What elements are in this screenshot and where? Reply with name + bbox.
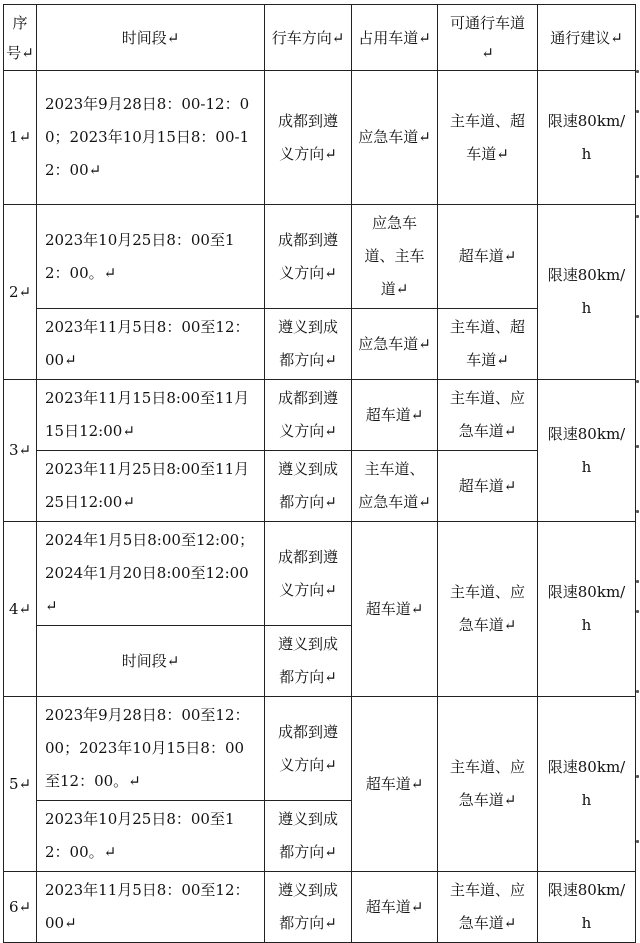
margin-mark	[636, 315, 639, 318]
table-row	[4, 380, 636, 451]
passable-cell: 超车道↵	[438, 451, 538, 522]
advice-cell: 限速80km/h	[538, 380, 636, 522]
time-cell: 2023年10月25日8：00至12：00。↵	[37, 205, 265, 309]
occupied-cell: 超车道↵	[352, 522, 438, 697]
direction-cell: 遵义到成都方向↵	[265, 451, 352, 522]
margin-mark	[636, 215, 639, 218]
header-occupied: 占用车道↵	[352, 5, 438, 71]
header-time: 时间段↵	[37, 5, 265, 71]
direction-cell: 遵义到成都方向↵	[265, 872, 352, 943]
direction-cell: 成都到遵义方向↵	[265, 71, 352, 205]
direction-cell: 成都到遵义方向↵	[265, 380, 352, 451]
occupied-cell: 超车道↵	[352, 697, 438, 872]
passable-cell: 超车道↵	[438, 205, 538, 309]
occupied-cell: 超车道↵	[352, 872, 438, 943]
direction-cell: 成都到遵义方向↵	[265, 697, 352, 801]
row-num: 2↵	[4, 205, 37, 380]
margin-mark	[636, 690, 639, 693]
row-num: 6↵	[4, 872, 37, 943]
passable-cell: 主车道、应急车道↵	[438, 522, 538, 697]
margin-mark	[636, 380, 639, 383]
time-cell: 2023年9月28日8：00至12：00；2023年10月15日8：00至12：00。↵	[37, 697, 265, 801]
advice-cell: 限速80km/h	[538, 522, 636, 697]
time-cell: 2023年11月25日8:00至11月25日12:00↵	[37, 451, 265, 522]
margin-mark	[636, 610, 639, 613]
time-cell: 2023年11月15日8:00至11月15日12:00↵	[37, 380, 265, 451]
margin-mark	[636, 445, 639, 448]
header-passable: 可通行车道↵	[438, 5, 538, 71]
direction-cell: 遵义到成都方向↵	[265, 801, 352, 872]
row-num: 3↵	[4, 380, 37, 522]
passable-cell: 主车道、应急车道↵	[438, 380, 538, 451]
occupied-cell: 应急车道↵	[352, 71, 438, 205]
table-row	[4, 522, 636, 626]
passable-cell: 主车道、超车道↵	[438, 71, 538, 205]
table-row	[4, 71, 636, 205]
direction-cell: 成都到遵义方向↵	[265, 522, 352, 626]
table-row	[4, 205, 636, 309]
margin-mark	[636, 110, 639, 113]
direction-cell: 遵义到成都方向↵	[265, 309, 352, 380]
advice-cell: 限速80km/h	[538, 872, 636, 943]
occupied-cell: 应急车道↵	[352, 309, 438, 380]
row-num: 1↵	[4, 71, 37, 205]
advice-cell: 限速80km/h	[538, 71, 636, 205]
time-cell: 2023年10月25日8：00至12：00。↵	[37, 801, 265, 872]
header-advice: 通行建议↵	[538, 5, 636, 71]
row-num: 5↵	[4, 697, 37, 872]
header-direction: 行车方向↵	[265, 5, 352, 71]
margin-mark	[636, 580, 639, 583]
header-num: 序号↵	[4, 5, 37, 71]
time-cell: 2023年9月28日8：00-12：00；2023年10月15日8：00-12：00↵	[37, 71, 265, 205]
time-cell: 时间段↵	[37, 626, 265, 697]
occupied-cell: 主车道、应急车道↵	[352, 451, 438, 522]
direction-cell: 成都到遵义方向↵	[265, 205, 352, 309]
margin-mark	[636, 175, 639, 178]
traffic-control-table	[3, 4, 636, 943]
time-cell: 2024年1月5日8:00至12:00；2024年1月20日8:00至12:00↵	[37, 522, 265, 626]
table-row	[4, 697, 636, 801]
table-row	[4, 872, 636, 943]
margin-mark	[636, 70, 639, 73]
time-cell: 2023年11月5日8：00至12：00↵	[37, 309, 265, 380]
advice-cell: 限速80km/h	[538, 205, 636, 380]
margin-mark	[636, 840, 639, 843]
passable-cell: 主车道、应急车道↵	[438, 872, 538, 943]
passable-cell: 主车道、应急车道↵	[438, 697, 538, 872]
passable-cell: 主车道、超车道↵	[438, 309, 538, 380]
occupied-cell: 应急车道、主车道↵	[352, 205, 438, 309]
time-cell: 2023年11月5日8：00至12：00↵	[37, 872, 265, 943]
margin-mark	[636, 775, 639, 778]
margin-mark	[636, 510, 639, 513]
table-header-row	[4, 5, 636, 71]
advice-cell: 限速80km/h	[538, 697, 636, 872]
occupied-cell: 超车道↵	[352, 380, 438, 451]
row-num: 4↵	[4, 522, 37, 697]
direction-cell: 遵义到成都方向↵	[265, 626, 352, 697]
